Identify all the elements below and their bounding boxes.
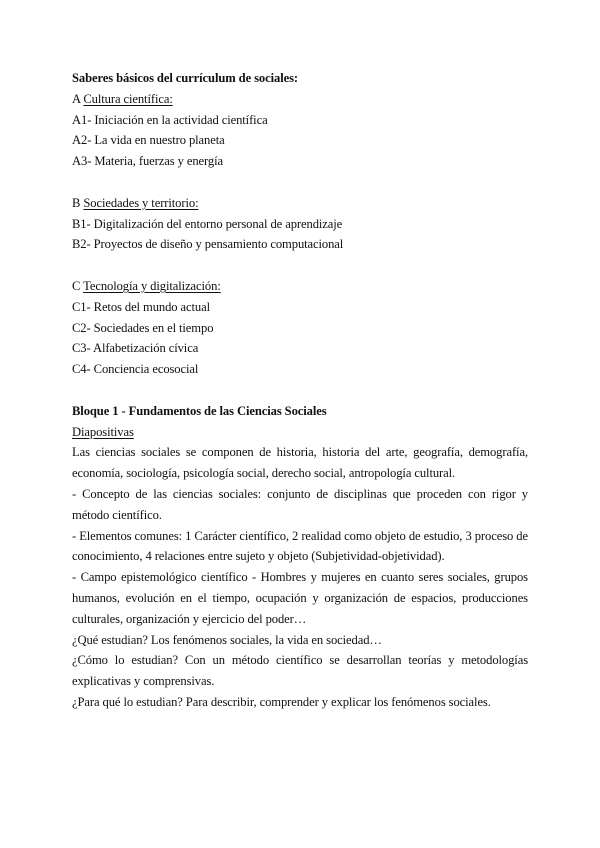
list-item: B1- Digitalización del entorno personal de aprendizaje: [72, 216, 343, 231]
list-item: C1- Retos del mundo actual: [72, 299, 211, 314]
paragraph: ¿Cómo lo estudian? Con un método científico se desarrollan teorías y metodologías explicativas y comprensivas.: [72, 653, 528, 689]
section-b-header: [72, 193, 528, 214]
section-a-header: [72, 89, 528, 110]
spacer: [72, 172, 528, 193]
section-a-prefix: A: [72, 91, 84, 106]
paragraph: Las ciencias sociales se componen de historia, historia del arte, geografía, demografía, economía, sociología, psicología social, derecho social, antropología cultural.: [72, 445, 528, 481]
bloque-title: Bloque 1 - Fundamentos de las Ciencias Sociales: [72, 403, 327, 418]
paragraph: ¿Para qué lo estudian? Para describir, comprender y explicar los fenómenos sociales.: [72, 694, 491, 709]
spacer: [72, 255, 528, 276]
spacer: [72, 380, 528, 401]
paragraph: - Campo epistemológico científico - Hombres y mujeres en cuanto seres sociales, grupos humanos, evolución en el tiempo, ocupación y organización de espacios, producciones culturales, organización y ejercicio del poder…: [72, 570, 528, 626]
document-page: [72, 68, 528, 713]
list-item: A3- Materia, fuerzas y energía: [72, 154, 223, 169]
bloque-subtitle: Diapositivas: [72, 424, 134, 439]
section-c-title: Tecnología y digitalización:: [83, 278, 221, 293]
document-heading: Saberes básicos del currículum de sociales:: [72, 71, 298, 85]
list-item: B2- Proyectos de diseño y pensamiento computacional: [72, 237, 344, 252]
section-a-title: Cultura científica:: [83, 91, 173, 106]
paragraph: - Elementos comunes: 1 Carácter científico, 2 realidad como objeto de estudio, 3 proceso de conocimiento, 4 relaciones entre sujeto y objeto (Subjetividad-objetividad).: [72, 528, 528, 564]
paragraph: ¿Qué estudian? Los fenómenos sociales, la vida en sociedad…: [72, 632, 382, 647]
list-item: C2- Sociedades en el tiempo: [72, 320, 214, 335]
section-c-prefix: C: [72, 278, 84, 293]
list-item: C4- Conciencia ecosocial: [72, 362, 199, 377]
section-b-prefix: B: [72, 195, 84, 210]
paragraph: - Concepto de las ciencias sociales: conjunto de disciplinas que proceden con rigor y método científico.: [72, 486, 528, 522]
list-item: C3- Alfabetización cívica: [72, 341, 199, 356]
section-c-header: [72, 276, 528, 297]
list-item: A2- La vida en nuestro planeta: [72, 133, 225, 148]
section-b-title: Sociedades y territorio:: [83, 195, 199, 210]
list-item: A1- Iniciación en la actividad científica: [72, 112, 268, 127]
